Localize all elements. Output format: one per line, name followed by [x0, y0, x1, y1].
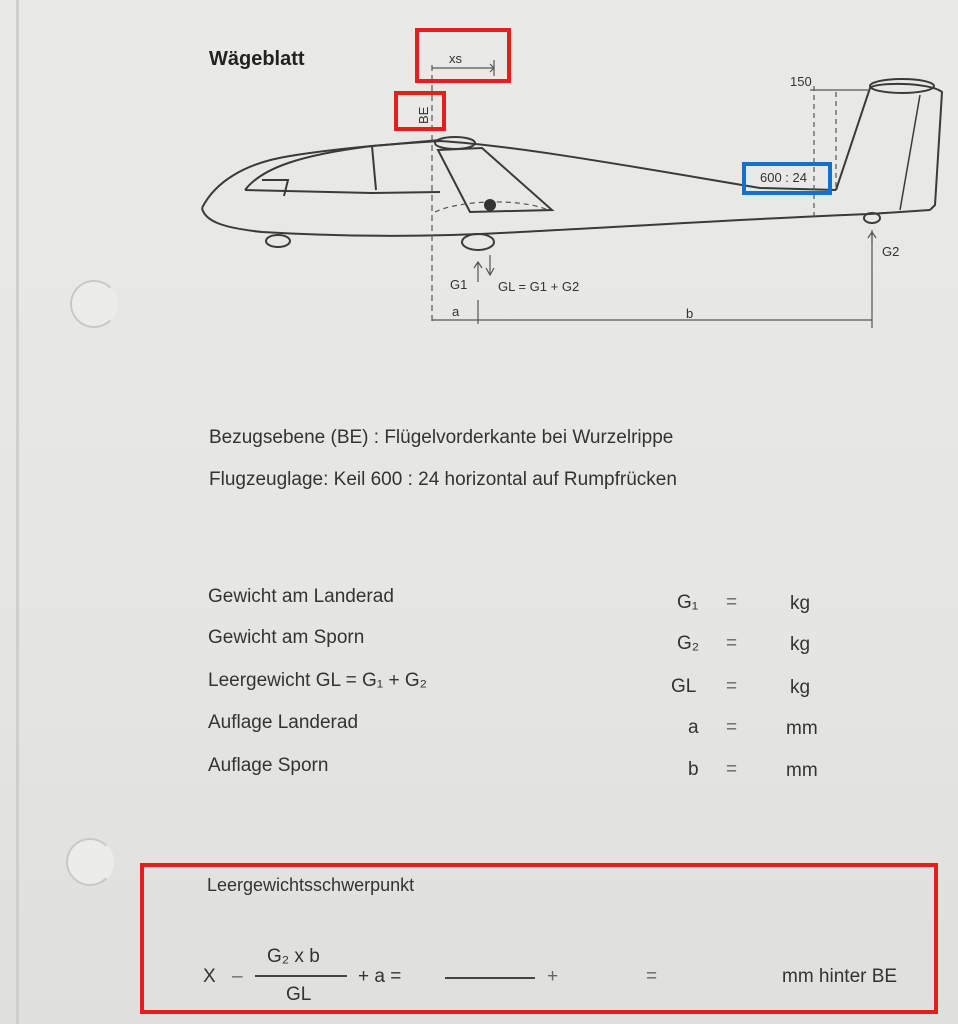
cg-x-symbol: X: [203, 966, 216, 987]
attitude-note: Flugzeuglage: Keil 600 : 24 horizontal auf Rumpfrücken: [209, 469, 677, 490]
reference-plane-note: Bezugsebene (BE) : Flügelvorderkante bei Wurzelrippe: [209, 427, 674, 448]
weight-row-equals: =: [726, 676, 738, 697]
xs-highlight-box: [415, 28, 511, 83]
cg-heading: Leergewichtsschwerpunkt: [207, 875, 415, 895]
weight-row-unit: mm: [786, 718, 818, 739]
fraction-bar: [255, 975, 347, 977]
fin-outline: [836, 84, 942, 210]
b-dimension-label: b: [686, 306, 694, 321]
fuselage-outline: [202, 141, 836, 208]
blank-line: [445, 977, 535, 979]
weight-row-label: Gewicht am Sporn: [208, 627, 365, 648]
g2-drawing-label: G2: [882, 244, 900, 259]
weight-row-label: Auflage Sporn: [208, 755, 329, 776]
main-wheel: [462, 234, 494, 250]
weight-row-symbol: b: [688, 759, 699, 780]
weight-row-unit: mm: [786, 760, 818, 781]
weight-row-symbol: a: [688, 717, 699, 738]
fuselage-underside: [202, 208, 930, 236]
cg-result-unit: mm hinter BE: [782, 966, 898, 987]
xs-label: xs: [449, 51, 462, 66]
gl-formula-label: GL = G1 + G2: [498, 279, 580, 294]
weight-row-label: Leergewicht GL = G₁ + G₂: [208, 670, 428, 691]
cg-assign-dash: –: [232, 966, 243, 987]
dimension-150-label: 150: [790, 74, 812, 89]
be-label: BE: [416, 106, 431, 124]
weight-row-equals: =: [726, 633, 738, 654]
punch-hole-icon: [66, 838, 114, 886]
cg-numerator: G₂ x b: [267, 946, 320, 967]
weight-row-label: Auflage Landerad: [208, 712, 359, 733]
wedge-highlight-box: [742, 162, 832, 195]
weight-row-equals: =: [726, 717, 738, 738]
cg-plus: +: [547, 966, 559, 987]
weight-row-label: Gewicht am Landerad: [208, 586, 394, 607]
weight-row-equals: =: [726, 759, 738, 780]
cg-marker-icon: [484, 199, 496, 211]
a-dimension-label: a: [452, 304, 460, 319]
weight-row-symbol: G₂: [677, 633, 700, 654]
weight-row-symbol: G₁: [677, 592, 699, 613]
weight-row-unit: kg: [790, 593, 811, 614]
cg-denominator: GL: [286, 984, 312, 1005]
be-highlight-box: [394, 91, 446, 131]
page-title: Wägeblatt: [209, 48, 305, 70]
weight-row-equals: =: [726, 592, 738, 613]
nose-skid: [266, 235, 290, 247]
wedge-label: 600 : 24: [760, 170, 807, 185]
weight-row-unit: kg: [790, 634, 811, 655]
cg-equals: =: [646, 966, 658, 987]
cg-plus-a: + a =: [358, 966, 402, 987]
weight-row-symbol: GL: [671, 676, 697, 697]
g1-label: G1: [450, 277, 468, 292]
weight-row-unit: kg: [790, 677, 811, 698]
